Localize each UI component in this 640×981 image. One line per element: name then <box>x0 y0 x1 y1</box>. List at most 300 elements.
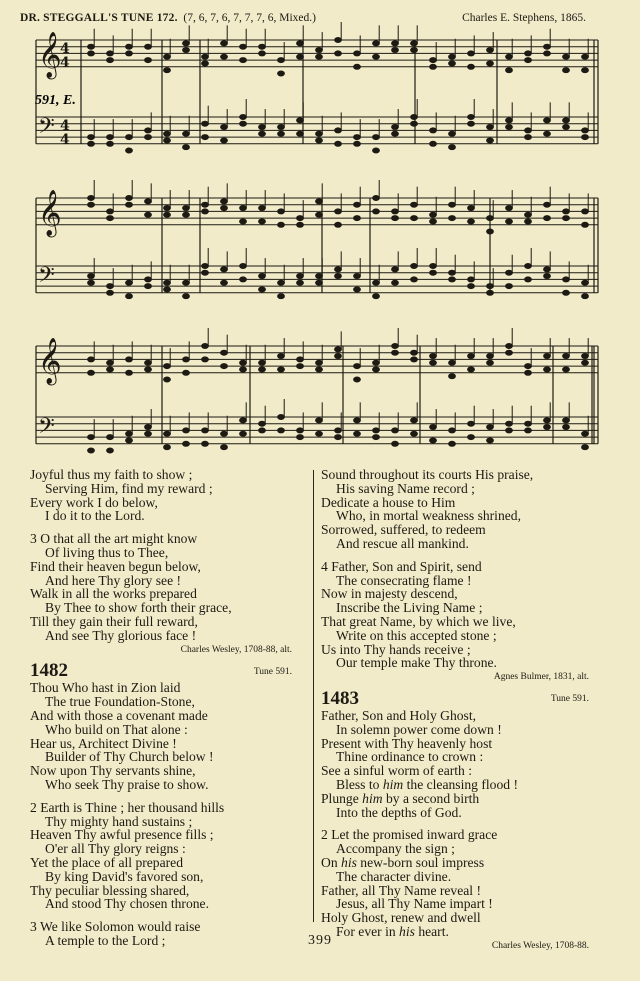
note-head <box>202 357 209 362</box>
bass-clef-icon: 𝄢 <box>38 414 55 444</box>
treble-clef-icon: 𝄞 <box>38 190 62 236</box>
note-head <box>126 135 133 140</box>
note-head <box>525 364 532 369</box>
note-head <box>202 441 209 446</box>
note-head <box>164 68 171 73</box>
tune-meter: (7, 6, 7, 6, 7, 7, 7, 6, Mixed.) <box>183 12 316 24</box>
note-head <box>373 428 380 433</box>
note-head <box>582 54 589 59</box>
note-head <box>354 274 361 279</box>
note-head <box>240 418 247 423</box>
note-head <box>240 206 247 211</box>
note-head <box>525 135 532 140</box>
note-head <box>126 44 133 49</box>
emphasis: his <box>399 923 415 939</box>
note-head <box>430 128 437 133</box>
note-head <box>411 48 418 53</box>
note-head <box>259 131 266 136</box>
verse-line: Now in majesty descend, <box>321 586 458 602</box>
note-head <box>297 280 304 285</box>
note-head <box>164 431 171 436</box>
note-head <box>164 131 171 136</box>
note-head <box>145 425 152 430</box>
note-head <box>582 360 589 365</box>
note-head <box>316 274 323 279</box>
note-head <box>449 277 456 282</box>
note-head <box>297 54 304 59</box>
note-head <box>259 219 266 224</box>
verse-line: Inscribe the Living Name ; <box>336 600 483 616</box>
note-head <box>88 44 95 49</box>
note-head <box>126 196 133 201</box>
note-head <box>107 360 114 365</box>
note-head <box>278 415 285 420</box>
note-head <box>373 54 380 59</box>
verse-line: Of living thus to Thee, <box>45 544 169 560</box>
note-head <box>316 431 323 436</box>
note-head <box>240 264 247 269</box>
note-head <box>221 280 228 285</box>
verse-line: His saving Name record ; <box>336 480 475 496</box>
bar-lines <box>36 40 598 444</box>
note-head <box>544 216 551 221</box>
note-head <box>164 138 171 143</box>
note-head <box>563 125 570 130</box>
note-head <box>411 202 418 207</box>
note-head <box>582 68 589 73</box>
attribution: Charles Wesley, 1708-88. <box>491 940 589 951</box>
treble-clef-icon: 𝄞 <box>38 338 62 384</box>
emphasis: him <box>382 776 404 792</box>
note-head <box>525 277 532 282</box>
note-head <box>183 48 190 53</box>
note-head <box>411 357 418 362</box>
bass-clef-icon: 𝄢 <box>38 114 55 144</box>
note-head <box>487 425 494 430</box>
note-head <box>525 421 532 426</box>
verse-line: Find their heaven begun below, <box>30 558 201 574</box>
note-head <box>221 364 228 369</box>
note-head <box>240 115 247 120</box>
note-head <box>411 115 418 120</box>
verse-line: Father, Son and Holy Ghost, <box>321 707 477 723</box>
note-head <box>126 431 133 436</box>
note-head <box>145 135 152 140</box>
verse-line: Joyful thus my faith to show ; <box>30 467 193 482</box>
verse-line: Every work I do below, <box>30 494 158 510</box>
note-head <box>297 118 304 123</box>
note-head <box>183 280 190 285</box>
note-head <box>544 354 551 359</box>
note-head <box>430 354 437 359</box>
verse-line: The consecrating flame ! <box>336 572 472 588</box>
note-head <box>468 121 475 126</box>
note-head <box>259 206 266 211</box>
note-head <box>126 357 133 362</box>
note-head <box>392 209 399 214</box>
note-head <box>126 370 133 375</box>
note-head <box>392 48 399 53</box>
note-head <box>107 435 114 440</box>
tune-number-label: 591, E. <box>35 93 76 108</box>
note-head <box>240 44 247 49</box>
note-head <box>544 51 551 56</box>
note-head <box>88 370 95 375</box>
note-head <box>563 277 570 282</box>
note-head <box>373 360 380 365</box>
note-head <box>449 202 456 207</box>
note-head <box>183 41 190 46</box>
note-head <box>449 145 456 150</box>
note-head <box>468 421 475 426</box>
note-head <box>278 222 285 227</box>
note-head <box>449 360 456 365</box>
note-head <box>335 209 342 214</box>
note-head <box>373 41 380 46</box>
note-head <box>411 277 418 282</box>
note-head <box>183 131 190 136</box>
note-head <box>202 54 209 59</box>
note-head <box>316 418 323 423</box>
note-head <box>354 202 361 207</box>
note-head <box>411 350 418 355</box>
note-head <box>259 428 266 433</box>
note-head <box>468 284 475 289</box>
note-head <box>430 438 437 443</box>
note-head <box>487 125 494 130</box>
note-head <box>164 280 171 285</box>
note-head <box>240 219 247 224</box>
note-head <box>335 435 342 440</box>
note-head <box>88 280 95 285</box>
note-head <box>582 222 589 227</box>
note-head <box>468 367 475 372</box>
verse-line: And rescue all mankind. <box>336 535 469 551</box>
note-head <box>525 370 532 375</box>
note-head <box>373 148 380 153</box>
note-head <box>126 280 133 285</box>
note-head <box>259 125 266 130</box>
note-head <box>468 435 475 440</box>
verse-line: Bless to him the cleansing flood ! <box>336 776 518 792</box>
note-head <box>240 360 247 365</box>
note-head <box>506 344 513 349</box>
note-head <box>354 216 361 221</box>
note-head <box>145 284 152 289</box>
note-head <box>563 118 570 123</box>
note-head <box>430 212 437 217</box>
note-head <box>107 216 114 221</box>
note-head <box>316 367 323 372</box>
note-head <box>221 350 228 355</box>
note-head <box>88 202 95 207</box>
note-head <box>297 131 304 136</box>
note-head <box>411 431 418 436</box>
note-head <box>221 138 228 143</box>
note-head <box>183 428 190 433</box>
note-head <box>259 44 266 49</box>
note-head <box>582 280 589 285</box>
verse-line: Yet the place of all prepared <box>30 854 183 870</box>
verse-line: Plunge him by a second birth <box>321 790 480 806</box>
note-head <box>202 428 209 433</box>
note-head <box>449 54 456 59</box>
column-divider <box>313 470 314 922</box>
note-head <box>107 209 114 214</box>
note-head <box>164 54 171 59</box>
music-score <box>0 0 640 460</box>
note-head <box>297 364 304 369</box>
verse-line: For ever in his heart. <box>336 923 449 939</box>
verse-line: Now upon Thy servants shine, <box>30 763 196 779</box>
note-head <box>449 131 456 136</box>
note-head <box>430 270 437 275</box>
note-head <box>107 367 114 372</box>
time-signature-top: 4 <box>60 118 70 134</box>
note-head <box>316 48 323 53</box>
note-head <box>183 145 190 150</box>
note-head <box>259 287 266 292</box>
note-head <box>183 212 190 217</box>
note-head <box>126 294 133 299</box>
note-head <box>582 431 589 436</box>
note-head <box>278 294 285 299</box>
verse-line: Hear us, Architect Divine ! <box>30 735 177 751</box>
note-head <box>259 421 266 426</box>
note-head <box>126 438 133 443</box>
note-head <box>278 354 285 359</box>
time-signature-bottom: 4 <box>60 132 70 148</box>
note-head <box>544 118 551 123</box>
verse-line: Till they gain their full reward, <box>30 613 198 629</box>
note-head <box>487 216 494 221</box>
note-head <box>278 280 285 285</box>
verse-line: Builder of Thy Church below ! <box>45 749 214 765</box>
note-head <box>449 428 456 433</box>
verse-line: The character divine. <box>336 868 452 884</box>
verse-line: A temple to the Lord ; <box>45 932 166 948</box>
note-head <box>487 354 494 359</box>
verse-line: By Thee to show forth their grace, <box>45 600 232 616</box>
verse-line: Thy mighty hand sustains ; <box>45 813 193 829</box>
hymn-tune-ref: Tune 591. <box>253 666 292 677</box>
note-head <box>297 274 304 279</box>
verse-line: Dedicate a house to Him <box>321 494 456 510</box>
verse-line: See a sinful worm of earth : <box>321 763 472 779</box>
note-head <box>221 431 228 436</box>
note-head <box>164 377 171 382</box>
note-head <box>354 431 361 436</box>
note-head <box>297 216 304 221</box>
note-head <box>373 209 380 214</box>
note-head <box>278 131 285 136</box>
note-head <box>430 141 437 146</box>
note-head <box>221 54 228 59</box>
note-head <box>145 360 152 365</box>
note-head <box>297 428 304 433</box>
note-head <box>316 360 323 365</box>
verse-line: Write on this accepted stone ; <box>336 627 497 643</box>
note-head <box>544 425 551 430</box>
hymn-1482-heading <box>30 661 292 681</box>
note-head <box>221 125 228 130</box>
note-head <box>563 418 570 423</box>
note-head <box>202 135 209 140</box>
note-head <box>392 441 399 446</box>
note-head <box>392 131 399 136</box>
note-head <box>468 219 475 224</box>
verse-line: Us into Thy hands receive ; <box>321 641 471 657</box>
note-head <box>164 287 171 292</box>
note-head <box>335 222 342 227</box>
note-head <box>468 64 475 69</box>
note-head <box>354 51 361 56</box>
note-head <box>88 196 95 201</box>
note-head <box>202 344 209 349</box>
note-head <box>316 54 323 59</box>
note-head <box>487 360 494 365</box>
note-head <box>88 448 95 453</box>
note-head <box>107 284 114 289</box>
note-head <box>240 121 247 126</box>
note-head <box>297 435 304 440</box>
emphasis: him <box>362 790 383 806</box>
note-head <box>563 68 570 73</box>
note-head <box>411 121 418 126</box>
right-text-column <box>321 468 589 954</box>
note-head <box>506 270 513 275</box>
note-head <box>278 209 285 214</box>
note-head <box>183 357 190 362</box>
note-head <box>582 354 589 359</box>
note-head <box>487 284 494 289</box>
note-head <box>373 294 380 299</box>
note-head <box>506 206 513 211</box>
note-head <box>335 347 342 352</box>
verse-line: Heaven Thy awful presence fills ; <box>30 827 214 843</box>
note-head <box>202 61 209 66</box>
note-head <box>335 354 342 359</box>
note-head <box>335 267 342 272</box>
verse-line: 3 O that all the art might know <box>30 531 198 547</box>
note-head <box>145 367 152 372</box>
note-head <box>259 51 266 56</box>
note-head <box>354 377 361 382</box>
note-head <box>316 131 323 136</box>
note-head <box>316 212 323 217</box>
note-head <box>183 370 190 375</box>
note-head <box>506 125 513 130</box>
note-head <box>126 148 133 153</box>
note-head <box>487 48 494 53</box>
note-head <box>107 448 114 453</box>
left-text-column <box>30 468 292 948</box>
note-head <box>392 280 399 285</box>
verse-line: 2 Let the promised inward grace <box>321 827 498 843</box>
note-head <box>221 206 228 211</box>
note-head <box>544 202 551 207</box>
verse-line: O'er all Thy glory reigns : <box>45 841 186 857</box>
note-head <box>335 128 342 133</box>
note-head <box>88 141 95 146</box>
verse-line: Sound throughout its courts His praise, <box>321 467 534 482</box>
note-head <box>487 138 494 143</box>
verse-line: Thine ordinance to crown : <box>336 749 484 765</box>
note-head <box>145 212 152 217</box>
note-head <box>449 374 456 379</box>
note-head <box>278 125 285 130</box>
note-head <box>88 357 95 362</box>
note-head <box>335 274 342 279</box>
verse-line: Into the depths of God. <box>336 804 462 820</box>
note-head <box>221 41 228 46</box>
attribution: Charles Wesley, 1708-88, alt. <box>180 644 292 655</box>
note-head <box>449 441 456 446</box>
hymn-1483-heading <box>321 689 589 709</box>
note-head <box>525 219 532 224</box>
note-head <box>202 209 209 214</box>
hymn-number: 1482 <box>30 660 68 682</box>
verse-line: Sorrowed, suffered, to redeem <box>321 522 486 538</box>
note-head <box>145 277 152 282</box>
note-head <box>88 435 95 440</box>
note-head <box>373 196 380 201</box>
verse-line: Who, in mortal weakness shrined, <box>336 508 521 524</box>
tune-title: DR. STEGGALL'S TUNE 172. <box>20 12 178 24</box>
note-head <box>297 41 304 46</box>
note-head <box>506 219 513 224</box>
note-head <box>563 209 570 214</box>
note-head <box>506 350 513 355</box>
verse-line: And with those a covenant made <box>30 707 208 723</box>
note-head <box>354 135 361 140</box>
note-head <box>164 364 171 369</box>
bass-clef-icon: 𝄢 <box>38 263 55 293</box>
note-head <box>88 274 95 279</box>
verse-line: And here Thy glory see ! <box>45 572 182 588</box>
emphasis: his <box>341 854 357 870</box>
note-head <box>107 51 114 56</box>
note-head <box>297 357 304 362</box>
note-head <box>563 54 570 59</box>
note-head <box>278 428 285 433</box>
verse-line: Who seek Thy praise to show. <box>45 776 209 792</box>
note-head <box>107 135 114 140</box>
note-head <box>183 441 190 446</box>
note-head <box>126 51 133 56</box>
note-head <box>354 418 361 423</box>
note-head <box>240 367 247 372</box>
note-head <box>563 290 570 295</box>
note-head <box>316 138 323 143</box>
note-head <box>487 61 494 66</box>
note-head <box>411 216 418 221</box>
note-head <box>411 41 418 46</box>
page-number: 399 <box>308 933 332 948</box>
verse-line: 4 Father, Son and Spirit, send <box>321 558 482 574</box>
note-head <box>335 428 342 433</box>
time-signature-bottom: 4 <box>60 55 70 71</box>
note-head <box>392 267 399 272</box>
verse-line: 3 We like Solomon would raise <box>30 919 201 935</box>
note-head <box>278 71 285 76</box>
note-head <box>183 294 190 299</box>
note-head <box>506 284 513 289</box>
verse-line: Father, all Thy Name reveal ! <box>321 882 481 898</box>
note-head <box>582 128 589 133</box>
note-head <box>544 274 551 279</box>
hymn-tune-ref: Tune 591. <box>550 694 589 705</box>
